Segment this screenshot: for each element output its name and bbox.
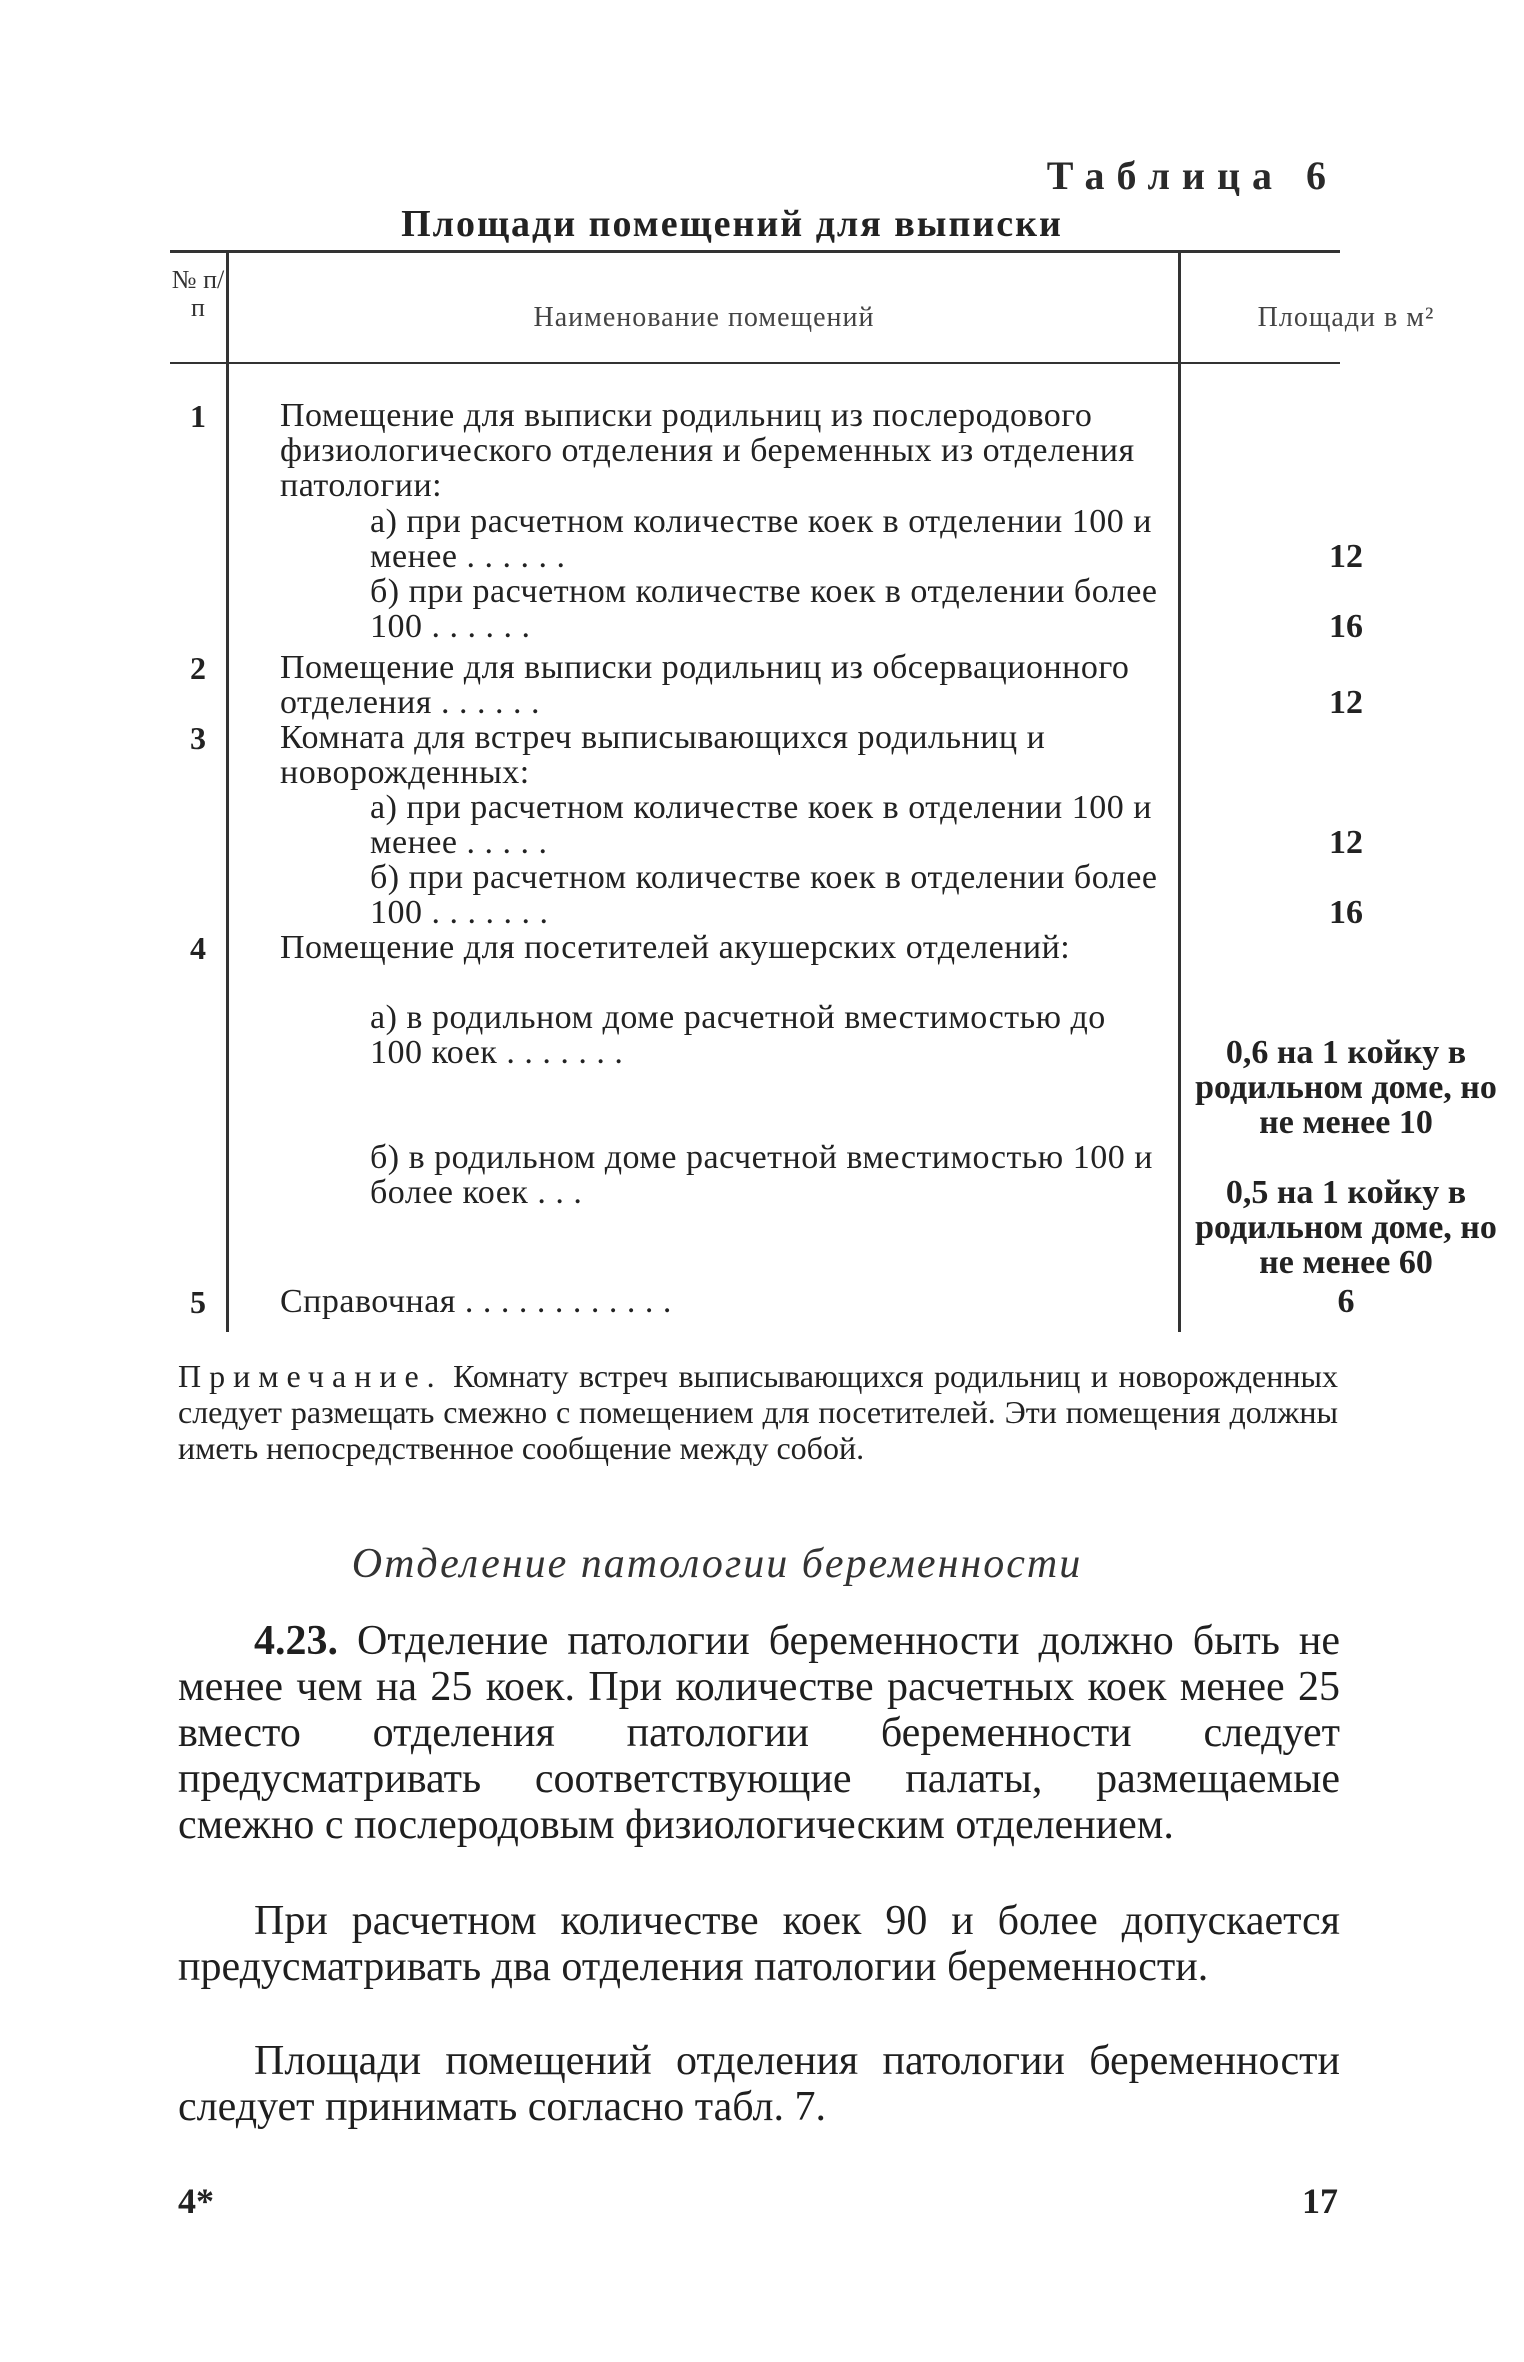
row-value: 0,5 на 1 койку в родильном доме, но не менее 60 <box>1195 1174 1497 1281</box>
header-name: Наименование помещений <box>533 302 875 333</box>
row-number: 4 <box>190 930 206 966</box>
table-header-rule <box>170 362 1340 364</box>
row-text: Комната для встреч выписывающихся родильниц и новорожденных: <box>280 719 1046 791</box>
note-text: Комнату встреч выписывающихся родильниц и новорожденных следует размещать смежно с помещением для посетителей. Эти помещения должны иметь непосредственное сообщение между собой. <box>178 1358 1339 1466</box>
paragraph-text: Отделение патологии беременности должно быть не менее чем на 25 коек. При количестве расчетных коек менее 25 вместо отделения патологии беременности следует предусматривать соответствующие палаты, размещаемые смежно с послеродовым физиологическим отделением. <box>178 1618 1341 1848</box>
row-text: Помещение для выписки родильниц из послеродового физиологического отделения и беременных из отделения патологии: <box>280 397 1135 504</box>
row-value: 12 <box>1329 824 1363 861</box>
row-subitem: б) в родильном доме расчетной вместимостью 100 и более коек . . . <box>370 1139 1153 1211</box>
paragraph-text: При расчетном количестве коек 90 и более допускается предусматривать два отделения патологии беременности. <box>178 1898 1340 1990</box>
row-subitem: а) при расчетном количестве коек в отделении 100 и менее . . . . . . <box>370 503 1152 575</box>
row-value: 12 <box>1329 538 1363 575</box>
header-number: № п/п <box>171 265 225 322</box>
row-value: 6 <box>1337 1283 1355 1320</box>
table-caption: Площади помещений для выписки <box>401 203 1063 245</box>
row-text: Справочная . . . . . . . . . . . . <box>280 1283 672 1320</box>
row-subitem: б) при расчетном количестве коек в отделении более 100 . . . . . . <box>370 573 1158 645</box>
row-number: 2 <box>190 650 206 686</box>
table-col-divider-2 <box>1178 250 1181 1332</box>
row-text: Помещение для посетителей акушерских отделений: <box>280 929 1071 966</box>
row-text: Помещение для выписки родильниц из обсервационного отделения . . . . . . <box>280 649 1130 721</box>
row-value: 16 <box>1329 608 1363 645</box>
table-top-rule <box>170 250 1340 253</box>
table-number: Таблица 6 <box>1046 153 1338 198</box>
row-subitem: б) при расчетном количестве коек в отделении более 100 . . . . . . . <box>370 859 1158 931</box>
row-value: 0,6 на 1 койку в родильном доме, но не менее 10 <box>1195 1034 1497 1141</box>
paragraph <box>178 2038 1340 2130</box>
section-title: Отделение патологии беременности <box>351 1541 1083 1587</box>
paragraph <box>178 1898 1340 1990</box>
row-number: 5 <box>190 1284 206 1320</box>
row-subitem: а) в родильном доме расчетной вместимостью до 100 коек . . . . . . . <box>370 999 1106 1071</box>
header-area: Площади в м² <box>1257 302 1435 333</box>
paragraph-text: Площади помещений отделения патологии беременности следует принимать согласно табл. 7. <box>178 2038 1340 2130</box>
row-number: 3 <box>190 720 206 756</box>
page-number: 17 <box>1302 2181 1338 2221</box>
note-label: Примечание. <box>178 1358 443 1394</box>
premises-table <box>170 250 1497 1332</box>
table-note <box>178 1358 1338 1466</box>
table-col-divider-1 <box>226 250 229 1332</box>
signature-mark: 4* <box>178 2181 214 2221</box>
row-number: 1 <box>190 398 206 434</box>
row-value: 12 <box>1329 684 1363 721</box>
paragraph-number: 4.23. <box>254 1618 338 1664</box>
paragraph <box>178 1618 1340 1848</box>
row-subitem: а) при расчетном количестве коек в отделении 100 и менее . . . . . <box>370 789 1152 861</box>
row-value: 16 <box>1329 894 1363 931</box>
